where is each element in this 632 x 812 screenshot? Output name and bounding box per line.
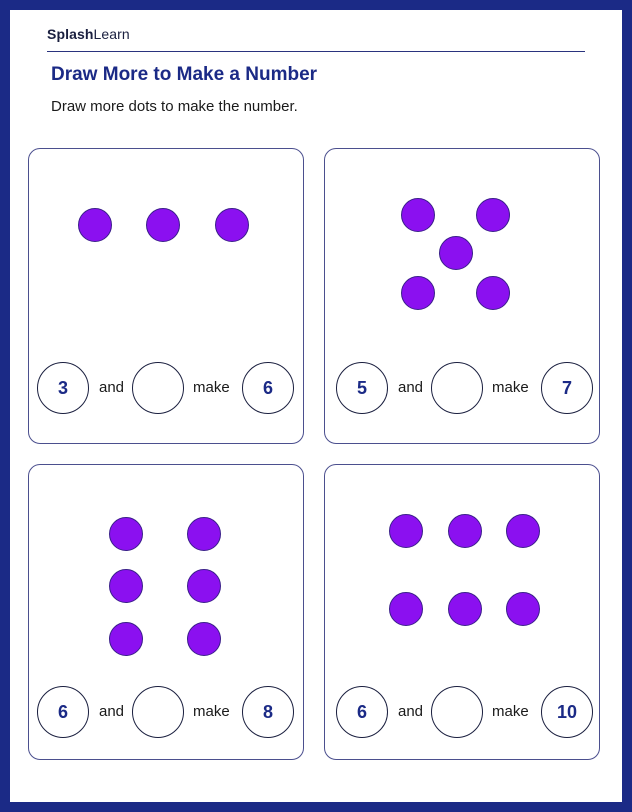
problem-card-3 bbox=[28, 464, 304, 760]
and-label: and bbox=[398, 379, 424, 396]
answer-circle[interactable] bbox=[431, 362, 483, 414]
total-number-circle: 6 bbox=[242, 362, 294, 414]
make-label: make bbox=[193, 379, 230, 396]
total-number-circle: 7 bbox=[541, 362, 593, 414]
problem-card-2 bbox=[324, 148, 600, 444]
answer-circle[interactable] bbox=[132, 686, 184, 738]
header-divider bbox=[47, 51, 585, 52]
equation-row bbox=[325, 465, 599, 759]
given-number-circle: 6 bbox=[37, 686, 89, 738]
and-label: and bbox=[398, 703, 424, 720]
given-number-circle: 6 bbox=[336, 686, 388, 738]
answer-circle[interactable] bbox=[431, 686, 483, 738]
total-number-circle: 10 bbox=[541, 686, 593, 738]
equation-row bbox=[29, 149, 303, 443]
brand-logo: SplashLearn bbox=[47, 26, 130, 42]
make-label: make bbox=[492, 703, 529, 720]
answer-circle[interactable] bbox=[132, 362, 184, 414]
equation-row bbox=[325, 149, 599, 443]
and-label: and bbox=[99, 379, 125, 396]
make-label: make bbox=[193, 703, 230, 720]
make-label: make bbox=[492, 379, 529, 396]
problem-card-4 bbox=[324, 464, 600, 760]
worksheet-title: Draw More to Make a Number bbox=[51, 64, 318, 85]
given-number-circle: 3 bbox=[37, 362, 89, 414]
given-number-circle: 5 bbox=[336, 362, 388, 414]
and-label: and bbox=[99, 703, 125, 720]
equation-row bbox=[29, 465, 303, 759]
total-number-circle: 8 bbox=[242, 686, 294, 738]
worksheet-instructions: Draw more dots to make the number. bbox=[51, 98, 298, 115]
problem-card-1 bbox=[28, 148, 304, 444]
worksheet-page bbox=[10, 10, 622, 802]
